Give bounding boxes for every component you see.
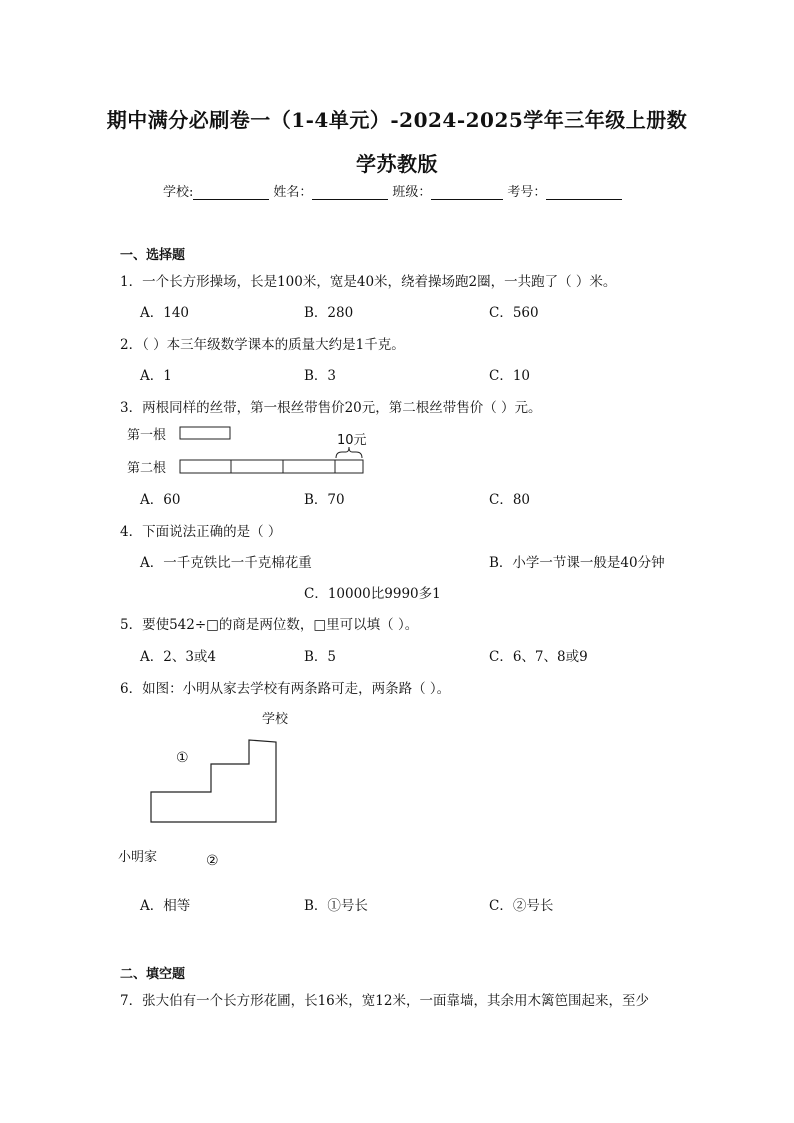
q5-option-a: A．2、3或4 bbox=[140, 649, 217, 665]
class-label: 班级： bbox=[392, 185, 432, 200]
q2-option-a: A．1 bbox=[140, 368, 172, 384]
q3-option-a: A．60 bbox=[140, 492, 181, 508]
question-2: 2．（ ）本三年级数学课本的质量大约是1千克。 bbox=[120, 337, 405, 353]
page-title: 期中满分必刷卷一（1-4单元）-2024-2025学年三年级上册数 bbox=[106, 108, 688, 132]
brace-label: 10元 bbox=[337, 433, 367, 448]
q1-option-a: A．140 bbox=[140, 305, 190, 321]
q1-option-c: C．560 bbox=[489, 305, 539, 321]
question-1: 1．一个长方形操场，长是100米，宽是40米，绕着操场跑2圈，一共跑了（ ）米。 bbox=[120, 274, 617, 290]
question-5: 5．要使542÷□的商是两位数，□里可以填（ ）。 bbox=[120, 617, 419, 633]
ribbon-1-bar bbox=[180, 427, 230, 439]
q4-option-c: C．10000比9990多1 bbox=[304, 586, 441, 602]
route-outline bbox=[151, 740, 276, 822]
ribbon-diagram bbox=[170, 420, 380, 480]
question-6: 6．如图：小明从家去学校有两条路可走，两条路（ ）。 bbox=[120, 681, 451, 697]
brace bbox=[336, 447, 362, 458]
route-diagram bbox=[145, 735, 285, 830]
ribbon-2-label: 第二根 bbox=[127, 461, 167, 476]
q5-option-b: B．5 bbox=[304, 649, 337, 665]
school-label-fig: 学校 bbox=[262, 712, 289, 727]
section-choice: 一、选择题 bbox=[120, 248, 186, 263]
question-7: 7．张大伯有一个长方形花圃，长16米，宽12米，一面靠墙，其余用木篱笆围起来，至少 bbox=[120, 993, 649, 1009]
school-blank[interactable] bbox=[193, 185, 269, 200]
exam-number-blank[interactable] bbox=[546, 185, 622, 200]
q5-option-c: C．6、7、8或9 bbox=[489, 649, 588, 665]
name-blank[interactable] bbox=[312, 185, 388, 200]
q4-option-a: A．一千克铁比一千克棉花重 bbox=[140, 555, 312, 571]
school-label: 学校: bbox=[163, 185, 194, 200]
path-1-marker: ① bbox=[176, 750, 189, 766]
student-info-bar bbox=[163, 181, 626, 200]
home-label-fig: 小明家 bbox=[118, 850, 158, 865]
ribbon-1-label: 第一根 bbox=[127, 428, 167, 443]
q3-option-c: C．80 bbox=[489, 492, 531, 508]
q6-option-c: C．②号长 bbox=[489, 898, 554, 914]
question-3: 3．两根同样的丝带，第一根丝带售价20元，第二根丝带售价（ ）元。 bbox=[120, 400, 542, 416]
exam-number-label: 考号： bbox=[507, 185, 547, 200]
q6-option-a: A．相等 bbox=[140, 898, 191, 914]
q4-option-b: B．小学一节课一般是40分钟 bbox=[489, 555, 665, 571]
q6-option-b: B．①号长 bbox=[304, 898, 368, 914]
q1-option-b: B．280 bbox=[304, 305, 354, 321]
ribbon-2-bar bbox=[180, 460, 363, 473]
section-fill-blank: 二、填空题 bbox=[120, 967, 186, 982]
question-4: 4．下面说法正确的是（ ） bbox=[120, 524, 282, 540]
q3-option-b: B．70 bbox=[304, 492, 345, 508]
path-2-marker: ② bbox=[206, 853, 219, 869]
page-title-line2: 学苏教版 bbox=[356, 152, 438, 176]
q2-option-b: B．3 bbox=[304, 368, 337, 384]
q2-option-c: C．10 bbox=[489, 368, 531, 384]
name-label: 姓名： bbox=[273, 185, 313, 200]
class-blank[interactable] bbox=[431, 185, 503, 200]
